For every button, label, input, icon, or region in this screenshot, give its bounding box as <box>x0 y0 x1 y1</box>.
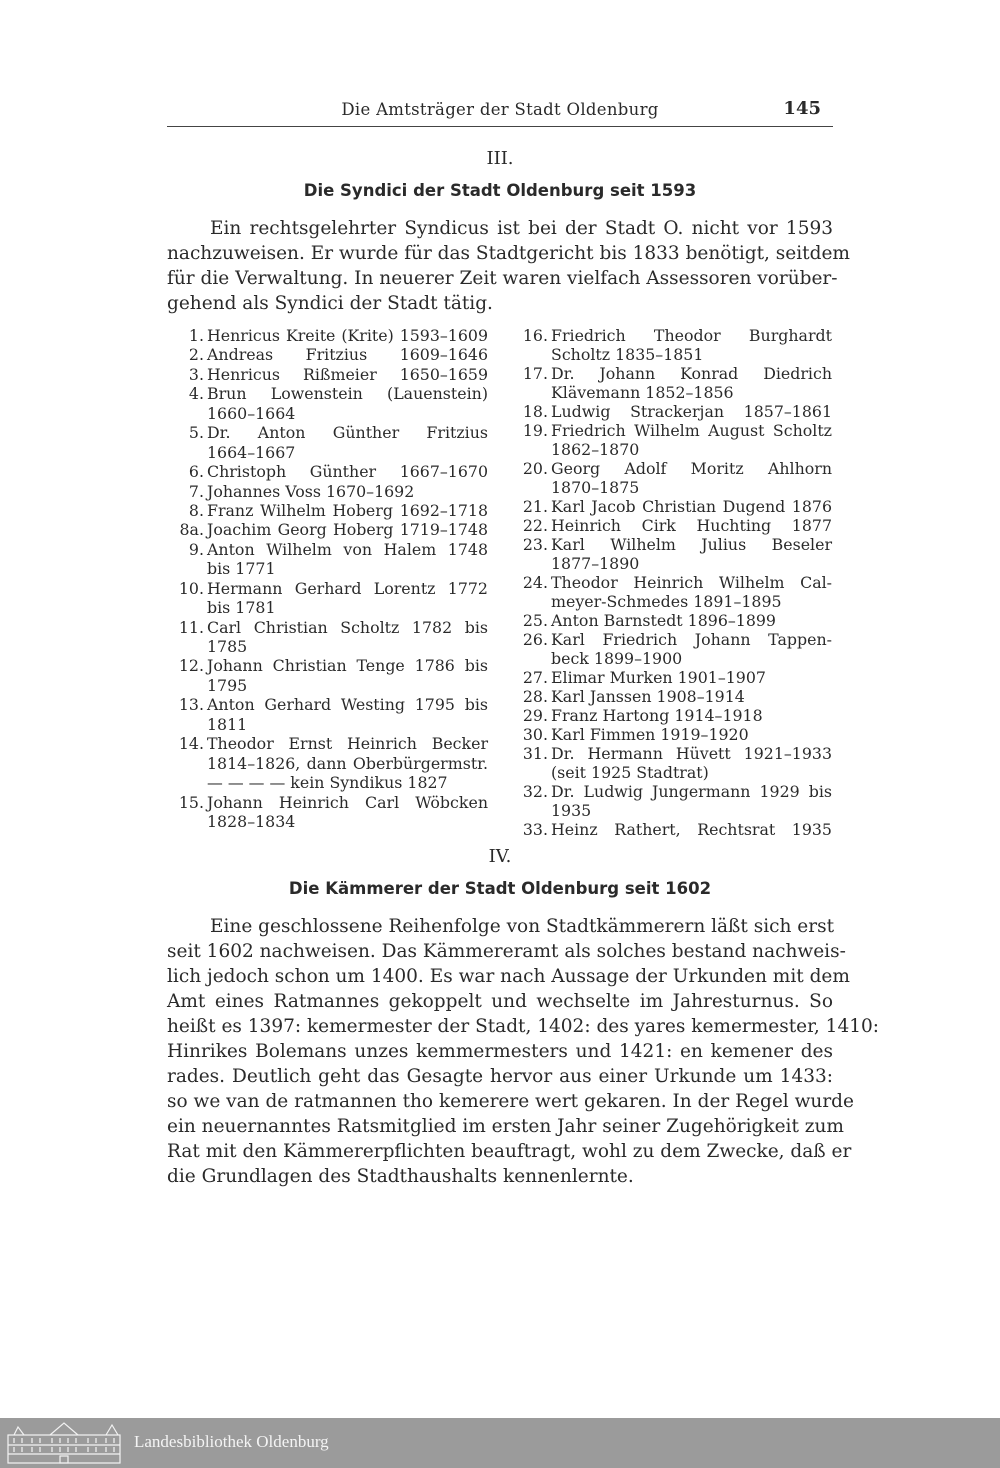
list-item-text: Henricus Kreite (Krite) 1593–1609 <box>207 326 488 345</box>
list-item-number: 8. <box>188 500 204 520</box>
paragraph-line: ein neuernanntes Ratsmitglied im ersten Jahr seiner Zugehörigkeit zum <box>167 1116 844 1137</box>
list-item-number: 11. <box>178 617 204 637</box>
list-item-number: 29. <box>522 706 548 725</box>
list-item-text: Christoph Günther 1667–1670 <box>207 462 488 482</box>
list-item <box>514 630 832 668</box>
list-item <box>170 326 488 345</box>
list-item-text: 1660–1664 <box>207 403 296 423</box>
list-item-text: Johann Heinrich Carl Wöbcken <box>207 792 488 812</box>
list-item <box>514 725 832 744</box>
list-item <box>514 687 832 706</box>
list-item-number: 15. <box>178 792 204 812</box>
list-item-text: 1785 <box>207 637 248 656</box>
list-item-text: Friedrich Wilhelm August Scholtz <box>551 421 832 440</box>
list-item <box>514 516 832 535</box>
paragraph-line: so we van de ratmannen tho kemerere wert gekaren. In der Regel wurde <box>167 1091 854 1112</box>
list-item-text: Karl Jacob Christian Dugend 1876 <box>551 497 832 516</box>
library-building-logo-icon <box>6 1421 124 1465</box>
paragraph-line: gehend als Syndici der Stadt tätig. <box>167 293 493 314</box>
list-item-text: Anton Wilhelm von Halem 1748 <box>207 539 488 559</box>
paragraph-line: die Grundlagen des Stadthaushalts kennenlernte. <box>167 1166 634 1187</box>
list-item-text: Andreas Fritzius 1609–1646 <box>207 345 488 365</box>
list-item-number: 12. <box>178 656 204 676</box>
list-item-text: 1664–1667 <box>207 442 296 462</box>
list-item-text: Franz Wilhelm Hoberg 1692–1718 <box>207 500 488 520</box>
list-item <box>514 326 832 364</box>
list-item-text: 1814–1826, dann Oberbürgermstr. <box>207 753 488 773</box>
list-item-text: bis 1781 <box>207 598 276 618</box>
list-item-number: 4. <box>188 384 204 404</box>
library-footer-banner <box>0 1418 1000 1468</box>
list-item-number: 28. <box>522 687 548 706</box>
section-numeral-3: III. <box>486 148 514 169</box>
list-item <box>170 520 488 539</box>
list-item-text: Anton Gerhard Westing 1795 bis <box>207 695 488 715</box>
list-item-number: 18. <box>522 402 548 421</box>
list-item <box>514 820 832 839</box>
section-4-paragraph <box>167 914 879 1189</box>
paragraph-line: Eine geschlossene Reihenfolge von Stadtkämmerern läßt sich erst <box>210 916 835 937</box>
list-item <box>514 744 832 782</box>
list-item <box>170 345 488 364</box>
list-item-text: Carl Christian Scholtz 1782 bis <box>207 617 488 637</box>
list-item-text: Dr. Anton Günther Fritzius <box>207 423 488 443</box>
list-item-number: 20. <box>522 459 548 478</box>
list-item-number: 1. <box>188 326 204 345</box>
list-item-number: 23. <box>522 535 548 554</box>
list-item-number: 7. <box>188 481 204 501</box>
list-item-text: Dr. Johann Konrad Diedrich <box>551 364 832 383</box>
list-item <box>514 611 832 630</box>
list-item <box>514 573 832 611</box>
list-item-number: 21. <box>522 497 548 516</box>
list-item-number: 22. <box>522 516 548 535</box>
list-item-text: — — — — kein Syndikus 1827 <box>207 773 448 793</box>
paragraph-line: heißt es 1397: kemermester der Stadt, 1402: des yares kemermester, 1410: <box>167 1016 879 1037</box>
list-item-number: 27. <box>522 668 548 687</box>
list-item-number: 10. <box>178 578 204 598</box>
paragraph-line: nachzuweisen. Er wurde für das Stadtgericht bis 1833 benötigt, seitdem <box>167 243 850 264</box>
list-item <box>170 695 488 734</box>
list-item-number: 2. <box>188 345 204 365</box>
paragraph-line: lich jedoch schon um 1400. Es war nach Aussage der Urkunden mit dem <box>167 966 850 987</box>
list-item-number: 14. <box>178 734 204 754</box>
list-item-text: Johannes Voss 1670–1692 <box>207 481 415 501</box>
list-item-text: Henricus Rißmeier 1650–1659 <box>207 364 488 384</box>
list-item-number: 25. <box>522 611 548 630</box>
list-item-text: Heinz Rathert, Rechtsrat 1935 <box>551 820 832 839</box>
paragraph-line: für die Verwaltung. In neuerer Zeit waren vielfach Assessoren vorüber- <box>167 268 838 289</box>
list-item <box>170 501 488 520</box>
section-3-paragraph <box>167 216 850 316</box>
list-item <box>170 384 488 423</box>
list-item-number: 16. <box>522 326 548 345</box>
section-title-4: Die Kämmerer der Stadt Oldenburg seit 1602 <box>288 879 712 898</box>
list-item-text: 1862–1870 <box>551 440 640 459</box>
list-item-text: 1811 <box>207 714 248 734</box>
list-item-number: 3. <box>188 364 204 384</box>
list-item <box>514 668 832 687</box>
list-item <box>170 793 488 832</box>
list-item-text: bis 1771 <box>207 559 276 579</box>
list-item-text: meyer-Schmedes 1891–1895 <box>551 592 782 611</box>
list-item-number: 17. <box>522 364 548 383</box>
list-item-number: 33. <box>522 820 548 839</box>
running-head-title: Die Amtsträger der Stadt Oldenburg <box>341 100 659 119</box>
list-item-text: Theodor Heinrich Wilhelm Cal- <box>551 573 832 592</box>
list-item-text: Joachim Georg Hoberg 1719–1748 <box>207 520 488 540</box>
list-item-text: Franz Hartong 1914–1918 <box>551 706 763 725</box>
library-name: Landesbibliothek Oldenburg <box>134 1432 329 1451</box>
list-item-text: Elimar Murken 1901–1907 <box>551 668 766 687</box>
list-item-text: Theodor Ernst Heinrich Becker <box>207 734 488 754</box>
running-head <box>167 98 833 127</box>
list-item-number: 19. <box>522 421 548 440</box>
paragraph-line: seit 1602 nachweisen. Das Kämmereramt als solches bestand nachweis- <box>167 941 846 962</box>
list-item-text: Heinrich Cirk Huchting 1877 <box>551 516 832 535</box>
list-item-number: 5. <box>188 423 204 443</box>
syndici-list-left <box>170 326 488 831</box>
list-item-number: 8a. <box>179 520 204 540</box>
list-item <box>170 365 488 384</box>
paragraph-line: Amt eines Ratmannes gekoppelt und wechselte im Jahresturnus. So <box>167 991 833 1012</box>
list-item <box>514 402 832 421</box>
section-numeral-4: IV. <box>488 846 512 867</box>
list-item-number: 32. <box>522 782 548 801</box>
list-item-number: 13. <box>178 695 204 715</box>
list-item <box>170 423 488 462</box>
list-item-text: Dr. Hermann Hüvett 1921–1933 <box>551 744 832 763</box>
list-item <box>170 462 488 481</box>
list-item <box>170 734 488 792</box>
list-item-text: Johann Christian Tenge 1786 bis <box>207 656 488 676</box>
list-item-text: Karl Janssen 1908–1914 <box>551 687 745 706</box>
paragraph-line: Hinrikes Bolemans unzes kemmermesters und 1421: en kemener des <box>167 1041 833 1062</box>
list-item-text: beck 1899–1900 <box>551 649 683 668</box>
paragraph-line: rades. Deutlich geht das Gesagte hervor aus einer Urkunde um 1433: <box>167 1066 833 1087</box>
list-item <box>514 421 832 459</box>
list-item-text: 1795 <box>207 675 248 695</box>
list-item-number: 26. <box>522 630 548 649</box>
list-item <box>514 706 832 725</box>
list-item-number: 30. <box>522 725 548 744</box>
list-item-text: Karl Friedrich Johann Tappen- <box>551 630 832 649</box>
section-title-3: Die Syndici der Stadt Oldenburg seit 1593 <box>303 181 697 200</box>
list-item-text: Scholtz 1835–1851 <box>551 345 704 364</box>
list-item-text: Dr. Ludwig Jungermann 1929 bis <box>551 782 832 801</box>
list-item-number: 9. <box>188 539 204 559</box>
list-item-text: 1935 <box>551 801 592 820</box>
list-item-text: Anton Barnstedt 1896–1899 <box>551 611 776 630</box>
list-item <box>514 782 832 820</box>
list-item-text: Karl Fimmen 1919–1920 <box>551 725 749 744</box>
paragraph-line: Rat mit den Kämmererpflichten beauftragt, wohl zu dem Zwecke, daß er <box>167 1141 852 1162</box>
list-item-number: 24. <box>522 573 548 592</box>
list-item <box>514 364 832 402</box>
list-item <box>170 618 488 657</box>
list-item <box>170 579 488 618</box>
list-item-text: Klävemann 1852–1856 <box>551 383 734 402</box>
list-item-text: Karl Wilhelm Julius Beseler <box>551 535 832 554</box>
list-item <box>514 459 832 497</box>
list-item-text: Hermann Gerhard Lorentz 1772 <box>207 578 488 598</box>
paragraph-line: Ein rechtsgelehrter Syndicus ist bei der Stadt O. nicht vor 1593 <box>210 218 833 239</box>
list-item-text: (seit 1925 Stadtrat) <box>551 763 709 782</box>
list-item <box>170 656 488 695</box>
syndici-list-right <box>514 326 832 839</box>
list-item-number: 6. <box>188 462 204 482</box>
page-number: 145 <box>783 98 821 119</box>
list-item <box>514 497 832 516</box>
list-item-text: 1877–1890 <box>551 554 640 573</box>
list-item-text: Brun Lowenstein (Lauenstein) <box>207 384 488 404</box>
list-item <box>170 482 488 501</box>
list-item-text: 1828–1834 <box>207 811 296 831</box>
list-item-text: Ludwig Strackerjan 1857–1861 <box>551 402 832 421</box>
list-item-text: Friedrich Theodor Burghardt <box>551 326 832 345</box>
list-item-text: 1870–1875 <box>551 478 640 497</box>
list-item-text: Georg Adolf Moritz Ahlhorn <box>551 459 832 478</box>
list-item <box>170 540 488 579</box>
list-item <box>514 535 832 573</box>
list-item-number: 31. <box>522 744 548 763</box>
